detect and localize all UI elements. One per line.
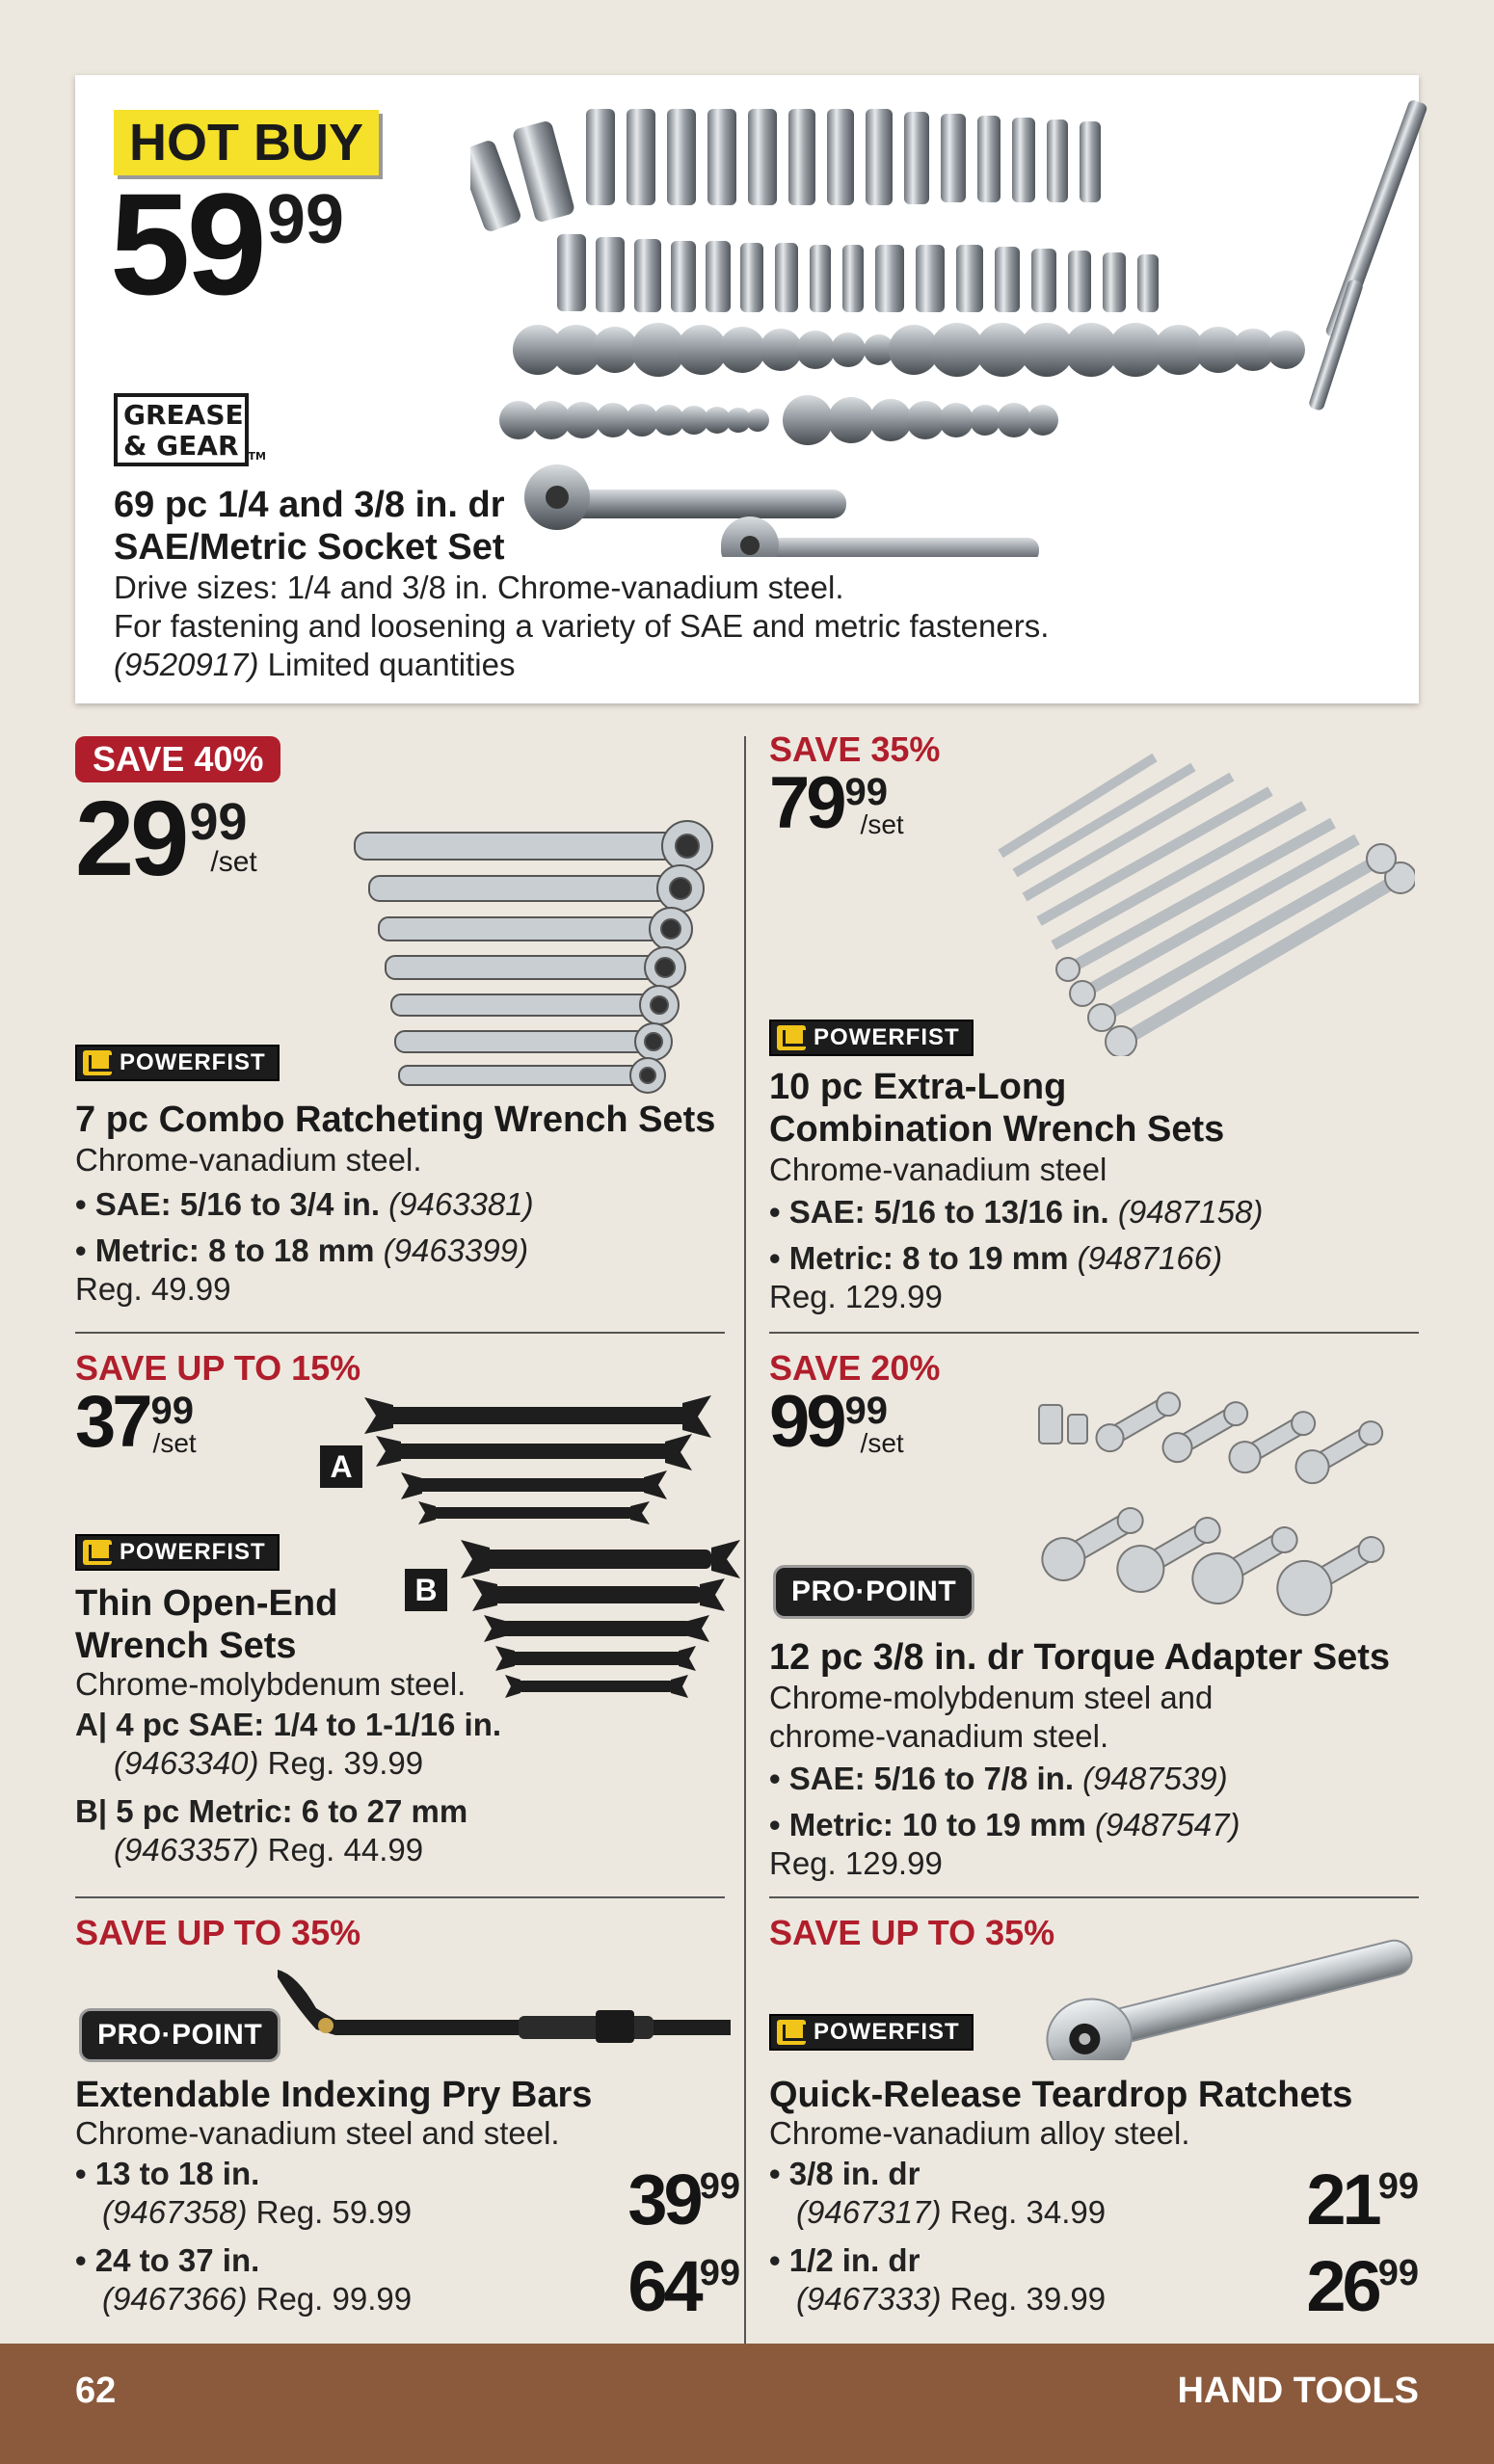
price	[769, 1381, 904, 1463]
option-13-18-cents: 99	[699, 2166, 740, 2207]
option-metric	[769, 1239, 1263, 1278]
page-footer	[0, 2344, 1494, 2464]
product-title-line1: Thin Open-End	[75, 1583, 338, 1624]
price-cents: 99	[150, 1390, 195, 1432]
hero-desc-line2: For fastening and loosening a variety of SAE and metric fasteners.	[114, 608, 1050, 644]
powerfist-text: POWERFIST	[120, 1049, 266, 1075]
socket-set-image	[470, 17, 1434, 557]
column-divider	[744, 736, 746, 2345]
option-3-8-reg: Reg. 34.99	[949, 2194, 1107, 2230]
option-metric	[769, 1806, 1240, 1844]
socket-row-3	[513, 323, 1305, 377]
pro-point-logo	[79, 2008, 280, 2062]
option-metric-sku: (9463399)	[383, 1232, 529, 1268]
powerfist-text: POWERFIST	[814, 2019, 960, 2045]
desc-text: Chrome-molybdenum steel.	[75, 1666, 467, 1702]
option-sae-label: • SAE: 5/16 to 13/16 in.	[769, 1194, 1109, 1230]
option-13-18-reg: Reg. 59.99	[255, 2194, 413, 2230]
product-torque-adapter	[769, 1347, 1425, 1887]
pro-point-logo	[773, 1565, 974, 1619]
product-title: Extendable Indexing Pry Bars	[75, 2075, 593, 2115]
option-13-18-sku: (9467358)	[102, 2194, 248, 2230]
row-divider-left-1	[75, 1332, 725, 1334]
price-unit: /set	[860, 809, 904, 839]
option-13-18-dollars: 39	[627, 2159, 700, 2239]
desc-line2: chrome-vanadium steel.	[769, 1718, 1109, 1754]
socket-row-4	[499, 395, 1058, 445]
hero-title	[114, 484, 505, 569]
price-cents: 99	[844, 771, 889, 813]
option-b-prefix: B|	[75, 1793, 108, 1829]
product-extra-long-wrench	[769, 729, 1425, 1316]
grease-gear-line1: GREASE	[123, 399, 244, 431]
grease-gear-line2: & GEAR	[123, 430, 239, 462]
save-text: SAVE 35%	[769, 729, 941, 769]
powerfist-text: POWERFIST	[120, 1539, 266, 1565]
desc-text: Chrome-vanadium steel	[769, 1152, 1107, 1187]
save-badge	[75, 736, 280, 782]
option-sae-sku: (9463381)	[388, 1186, 534, 1222]
product-desc	[769, 1679, 1240, 1883]
option-a	[75, 1706, 501, 1744]
powerfist-fist-icon	[777, 1025, 806, 1050]
pry-bar-image	[278, 1970, 740, 2056]
powerfist-logo	[75, 1534, 280, 1571]
hero-sku-line	[114, 646, 1049, 684]
pro-point-text: PRO·POINT	[773, 1565, 974, 1619]
product-ratcheting-wrench	[75, 736, 731, 1314]
hot-buy-text: HOT BUY	[129, 114, 363, 172]
desc-text: Chrome-vanadium steel.	[75, 1142, 422, 1178]
hero-desc	[114, 569, 1049, 684]
option-b-sku: (9463357)	[114, 1832, 259, 1868]
powerfist-text: POWERFIST	[814, 1024, 960, 1050]
option-b-reg: Reg. 44.99	[267, 1832, 424, 1868]
set-a-label: A	[320, 1445, 362, 1488]
open-end-wrench-image-b	[461, 1540, 740, 1704]
product-title	[75, 1582, 337, 1667]
option-sae-sku: (9487539)	[1082, 1761, 1228, 1796]
option-metric-sku: (9487166)	[1077, 1240, 1223, 1276]
product-title: Quick-Release Teardrop Ratchets	[769, 2075, 1353, 2115]
save-text: SAVE UP TO 35%	[75, 1913, 361, 1952]
row-divider-right-2	[769, 1896, 1419, 1898]
price-unit: /set	[210, 846, 257, 878]
page-number: 62	[75, 2371, 117, 2411]
product-title-line2: Wrench Sets	[75, 1626, 297, 1666]
option-24-37	[75, 2241, 560, 2280]
price-cents: 99	[844, 1390, 889, 1432]
option-13-18	[75, 2155, 560, 2193]
option-a-prefix: A|	[75, 1707, 108, 1742]
ratcheting-wrench-image	[316, 813, 740, 1141]
option-metric-label: • Metric: 10 to 19 mm	[769, 1807, 1086, 1842]
product-desc	[75, 1665, 501, 1869]
hero-title-line1: 69 pc 1/4 and 3/8 in. dr	[114, 485, 505, 525]
powerfist-fist-icon	[777, 2020, 806, 2045]
row-divider-left-2	[75, 1896, 725, 1898]
desc-text: Chrome-vanadium steel and steel.	[75, 2115, 560, 2151]
option-sae-label: • SAE: 5/16 to 7/8 in.	[769, 1761, 1074, 1796]
hero-desc-line1: Drive sizes: 1/4 and 3/8 in. Chrome-vanadium steel.	[114, 570, 844, 605]
option-24-37-price	[627, 2246, 740, 2326]
option-1-2-price	[1306, 2246, 1419, 2326]
desc-line1: Chrome-molybdenum steel and	[769, 1680, 1214, 1715]
option-1-2-sku: (9467333)	[796, 2281, 942, 2317]
price-cents: 99	[189, 793, 248, 851]
hero-price-dollars: 59	[110, 163, 263, 325]
option-b-label: 5 pc Metric: 6 to 27 mm	[116, 1793, 468, 1829]
grease-gear-tm: TM	[248, 450, 266, 463]
price-unit: /set	[152, 1428, 197, 1458]
save-text: SAVE 20%	[769, 1348, 941, 1388]
socket-row-2	[557, 234, 1159, 312]
price-dollars: 99	[769, 1381, 843, 1463]
hero-price-cents: 99	[266, 181, 344, 258]
option-3-8	[769, 2155, 1190, 2193]
hero-note: Limited quantities	[267, 647, 516, 682]
product-title	[769, 1066, 1224, 1151]
product-thin-open-end-wrench	[75, 1347, 740, 1887]
option-b	[75, 1792, 501, 1831]
option-metric-label: • Metric: 8 to 19 mm	[769, 1240, 1069, 1276]
extension-bars	[1308, 98, 1428, 411]
option-a-sku: (9463340)	[114, 1745, 259, 1781]
option-metric-sku: (9487547)	[1095, 1807, 1241, 1842]
hero-sku: (9520917)	[114, 647, 259, 682]
product-title-line1: 10 pc Extra-Long	[769, 1067, 1067, 1107]
product-desc	[769, 1151, 1263, 1316]
price-dollars: 37	[75, 1381, 149, 1463]
row-divider-right-1	[769, 1332, 1419, 1334]
reg-price: Reg. 129.99	[769, 1845, 943, 1881]
torque-adapter-image	[1029, 1386, 1415, 1617]
open-end-wrench-image-a	[364, 1393, 731, 1528]
hero-title-line2: SAE/Metric Socket Set	[114, 527, 505, 568]
option-sae	[75, 1185, 534, 1224]
powerfist-logo	[75, 1045, 280, 1081]
save-badge-text: SAVE 40%	[93, 739, 264, 779]
option-13-18-price	[627, 2159, 740, 2239]
product-title-line2: Combination Wrench Sets	[769, 1109, 1225, 1150]
powerfist-fist-icon	[83, 1540, 112, 1565]
hero-price	[110, 163, 344, 325]
reg-price: Reg. 129.99	[769, 1279, 943, 1314]
pro-point-text: PRO·POINT	[79, 2008, 280, 2062]
option-b-details	[75, 1831, 501, 1869]
option-3-8-label: • 3/8 in. dr	[769, 2156, 920, 2191]
option-metric-label: • Metric: 8 to 18 mm	[75, 1232, 375, 1268]
option-24-37-dollars: 64	[627, 2246, 700, 2326]
option-3-8-cents: 99	[1377, 2166, 1419, 2207]
ratchet-handles	[524, 464, 1039, 557]
price-dollars: 79	[769, 762, 843, 844]
option-sae-sku: (9487158)	[1117, 1194, 1264, 1230]
price	[75, 780, 257, 898]
product-teardrop-ratchets	[769, 1912, 1425, 2336]
option-24-37-cents: 99	[699, 2253, 740, 2293]
option-24-37-sku: (9467366)	[102, 2281, 248, 2317]
reg-price: Reg. 49.99	[75, 1271, 231, 1307]
price-dollars: 29	[75, 780, 186, 898]
option-13-18-details	[75, 2193, 560, 2232]
price-unit: /set	[860, 1428, 904, 1458]
option-1-2	[769, 2241, 1190, 2280]
teardrop-ratchet-image	[1029, 1925, 1425, 2060]
product-title: 7 pc Combo Ratcheting Wrench Sets	[75, 1100, 716, 1140]
option-24-37-details	[75, 2280, 560, 2318]
option-3-8-details	[769, 2193, 1190, 2232]
option-24-37-reg: Reg. 99.99	[255, 2281, 413, 2317]
option-24-37-label: • 24 to 37 in.	[75, 2242, 260, 2278]
socket-row-1	[470, 109, 1101, 233]
price	[769, 762, 904, 844]
section-title: HAND TOOLS	[1177, 2371, 1419, 2411]
powerfist-logo	[769, 2014, 974, 2051]
option-a-details	[75, 1744, 501, 1783]
product-desc	[75, 1141, 534, 1309]
option-3-8-price	[1306, 2159, 1419, 2239]
hero-card	[75, 75, 1419, 703]
option-a-label: 4 pc SAE: 1/4 to 1-1/16 in.	[116, 1707, 502, 1742]
option-1-2-dollars: 26	[1306, 2246, 1378, 2326]
set-b-label: B	[405, 1569, 447, 1611]
save-text: SAVE UP TO 15%	[75, 1348, 361, 1388]
powerfist-fist-icon	[83, 1050, 112, 1075]
option-3-8-dollars: 21	[1306, 2159, 1378, 2239]
option-1-2-reg: Reg. 39.99	[949, 2281, 1107, 2317]
option-a-reg: Reg. 39.99	[267, 1745, 424, 1781]
option-3-8-sku: (9467317)	[796, 2194, 942, 2230]
desc-text: Chrome-vanadium alloy steel.	[769, 2115, 1190, 2151]
powerfist-logo	[769, 1020, 974, 1056]
option-sae	[769, 1760, 1240, 1798]
product-pry-bars	[75, 1912, 740, 2336]
product-title: 12 pc 3/8 in. dr Torque Adapter Sets	[769, 1637, 1391, 1678]
grease-gear-logo	[114, 393, 266, 466]
extra-long-wrench-image	[962, 738, 1415, 1056]
option-sae	[769, 1193, 1263, 1232]
price	[75, 1381, 197, 1463]
save-text: SAVE UP TO 35%	[769, 1913, 1055, 1952]
option-1-2-label: • 1/2 in. dr	[769, 2242, 920, 2278]
option-1-2-cents: 99	[1377, 2253, 1419, 2293]
option-metric	[75, 1232, 534, 1270]
option-1-2-details	[769, 2280, 1190, 2318]
option-13-18-label: • 13 to 18 in.	[75, 2156, 260, 2191]
product-desc	[75, 2114, 560, 2318]
option-sae-label: • SAE: 5/16 to 3/4 in.	[75, 1186, 380, 1222]
product-desc	[769, 2114, 1190, 2318]
